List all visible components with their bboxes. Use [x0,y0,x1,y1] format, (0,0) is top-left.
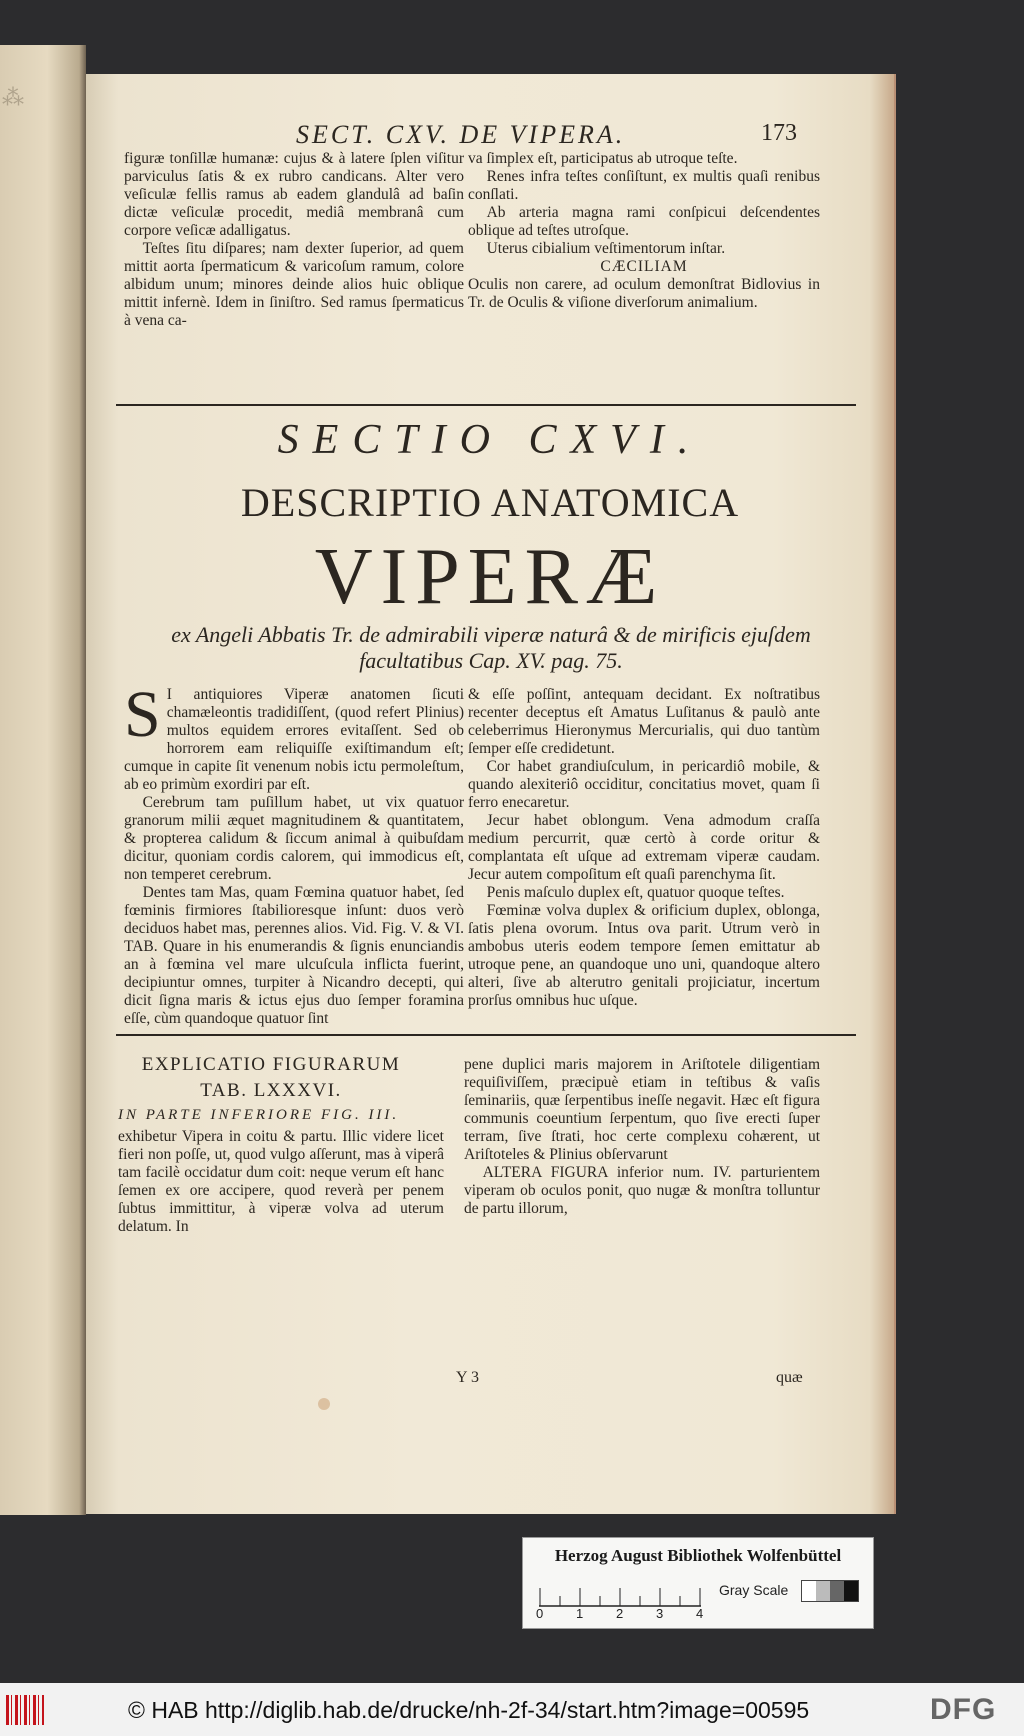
paragraph: & eſſe poſſint, antequam decidant. Ex noſtratibus recenter deceptus eſt Amatus Luſitanus & paulò ante celeberrimus Hieronymus Mercurialis, qui duo tantùm ſemper eſſe credidetunt. [468,686,820,757]
explicatio-heading [121,1052,421,1104]
paragraph: Oculis non carere, ad oculum demonſtrat Bidlovius in Tr. de Oculis & viſione diverſorum animalium. [468,276,820,311]
caeciliam-heading: CÆCILIAM [600,258,688,275]
paragraph [124,678,464,794]
main-right-column [468,686,820,1010]
ruler-number: 1 [576,1606,584,1621]
bottom-right-column [464,1056,820,1218]
paragraph: exhibetur Vipera in coitu & partu. Illic videre licet fieri non poſſe, ut, quod vulgo aſſerunt, mas à viperâ tam facilè occidatur dum coit: neque verum eſt hanc ſemen ex ore accipere, quod reverà per penem ſubtus immittitur, à viperæ volva ad uterum delatum. In [118,1128,444,1235]
paragraph: Uterus cibialium veſtimentorum inſtar. [486,240,726,257]
section-title: SECTIO CXVI. [277,417,703,463]
ruler-number: 0 [536,1606,544,1621]
main-left-column [124,678,464,1028]
signature-mark: Y 3 [456,1369,479,1386]
paragraph: Renes infra teſtes conſiſtunt, ex multis quaſi renibus conſlati. [468,168,820,203]
paragraph: Cor habet grandiuſculum, in pericardiô mobile, & quando alexiteriô occiditur, concitatius movet, quam ſi ferro enecaretur. [468,758,820,811]
dfg-logo: DFG [930,1693,997,1726]
source-citation: ex Angeli Abbatis Tr. de admirabili viperæ naturâ & de mirificis ejuſdem facultatibus Cap. XV. pag. 75. [171,622,811,673]
library-name: Herzog August Bibliothek Wolfenbüttel [554,1546,842,1565]
library-color-chart [522,1537,874,1629]
book-page [86,74,894,1514]
paragraph: Cerebrum tam puſillum habet, ut vix quatuor granorum milii æquet magnitudinem & quantitatem, & propterea calidum & ſiccum animal à quibuſdam dicitur, quoniam cordis calorem, qui immodicus eſt, non temperet cerebrum. [124,794,464,883]
paragraph: Jecur habet oblongum. Vena admodum craſſa medium percurrit, quæ certò à corde oritur & complantata eſt uſque ad extremam viperæ caudam. Jecur autem compoſitum eſt quaſi parenchyma ſit. [468,812,820,883]
explicatio-line-1: EXPLICATIO FIGURARUM [141,1054,401,1075]
figure-caption-heading: IN PARTE INFERIORE FIG. III. [118,1107,400,1123]
page-number: 173 [761,120,797,146]
gray-scale-label: Gray Scale [719,1582,789,1598]
section-subtitle: DESCRIPTIO ANATOMICA [240,480,740,525]
paragraph: Fœminæ volva duplex & orificium duplex, oblonga, ſatis plena ovorum. Intus ova parit. Utrum verò in ambobus uteris eodem tempore ſemen emittatur ab utroque pene, an quandoque uno uni, quandoque altero alteri, ſive ab alterutro genitali projiciatur, incertum prorſus omnibus huc uſque. [468,902,820,1009]
hab-barcode-icon [6,1695,44,1725]
ruler-number: 3 [656,1606,664,1621]
top-right-column [468,150,820,312]
paragraph: figuræ tonſillæ humanæ: cujus & à latere ſplen viſitur parviculus ſatis & ex rubro candicans. Alter vero veſiculæ fellis ramus ab eadem glandulâ ad baſin dictæ veſiculæ procedit, mediâ membranâ cum corpore veſicæ adalligatus. [124,150,464,239]
gray-scale-swatch [801,1580,859,1602]
paragraph: va ſimplex eſt, participatus ab utroque teſte. [468,150,738,167]
ruler-number: 2 [616,1606,624,1621]
permalink[interactable]: © HAB http://diglib.hab.de/drucke/nh-2f-34/start.htm?image=00595 [128,1697,810,1723]
explicatio-divider [116,1034,856,1036]
drop-cap: S [124,678,161,751]
running-head: SECT. CXV. DE VIPERA. [296,120,626,149]
explicatio-line-2: TAB. LXXXVI. [200,1080,342,1101]
ruler-number: 4 [696,1606,704,1621]
bottom-left-column [118,1128,444,1236]
paragraph: Dentes tam Mas, quam Fœmina quatuor habet, ſed fœminis firmiores ſtabilioresque inſunt: duos verò deciduos habet mas, perennes alios. Vid. Fig. V. & VI. TAB. Quare in his enumerandis & ſignis enunciandis an à fœmina vel mare ulcuſcula inflicta fuerint, decipiuntur omnes, turpiter à Nicandro decepti, qui dicit ſigna maris & ictus ejus duo ſemper foramina eſſe, cùm quandoque quatuor ſint [124,884,464,1027]
paragraph: ALTERA FIGURA inferior num. IV. parturientem viperam ob oculos ponit, quo nugæ & monſtra tolluntur de partu illorum, [464,1164,820,1217]
facing-page-edge [0,45,86,1515]
top-left-column [124,150,464,330]
catchword: quæ [776,1369,803,1386]
section-divider [116,404,856,406]
paragraph: Teſtes ſitu diſpares; nam dexter ſuperior, ad quem mittit aorta ſpermaticum & varicoſum ramum, colore albidum unum; minores deinde alios huic oblique mittit infernè. Idem in ſiniſtro. Sed ramus ſpermaticus à vena ca- [124,240,464,329]
section-main-title: VIPERÆ [314,533,666,621]
paper-stain [318,1398,330,1410]
paragraph-text: I antiquiores Viperæ anatomen ſicuti chamæleontis tradidiſſent, (quod refert Plinius) multos equidem errores evitaſſent. Sed ob horrorem eam reliquiſſe exiſtimandum eſt; cumque in capite ſit venenum nobis ictu permoleſtum, ab eo primùm exordiri par eſt. [124,686,464,793]
paragraph: Penis maſculo duplex eſt, quatuor quoque teſtes. [486,884,785,901]
paragraph: Ab arteria magna rami conſpicui deſcendentes oblique ad teſtes utroſque. [468,204,820,239]
show-through-text: ⁂ [2,85,24,110]
viewer-footer [0,1683,1024,1736]
scale-ruler-icon [539,1580,701,1608]
paragraph: pene duplici maris majorem in Ariſtotele diligentiam requiſiviſſem, præcipuè etiam in teſtibus & vaſis ſeminariis, quæ ſerpentibus ineſſe negavit. Hæc eſt figura communis coeuntium ſerpentum, quo ſive erecti ſuper terram, ſive ſtrati, hoc certe complexu cohærent, ut Ariſtoteles & Plinius obſervarunt [464,1056,820,1163]
